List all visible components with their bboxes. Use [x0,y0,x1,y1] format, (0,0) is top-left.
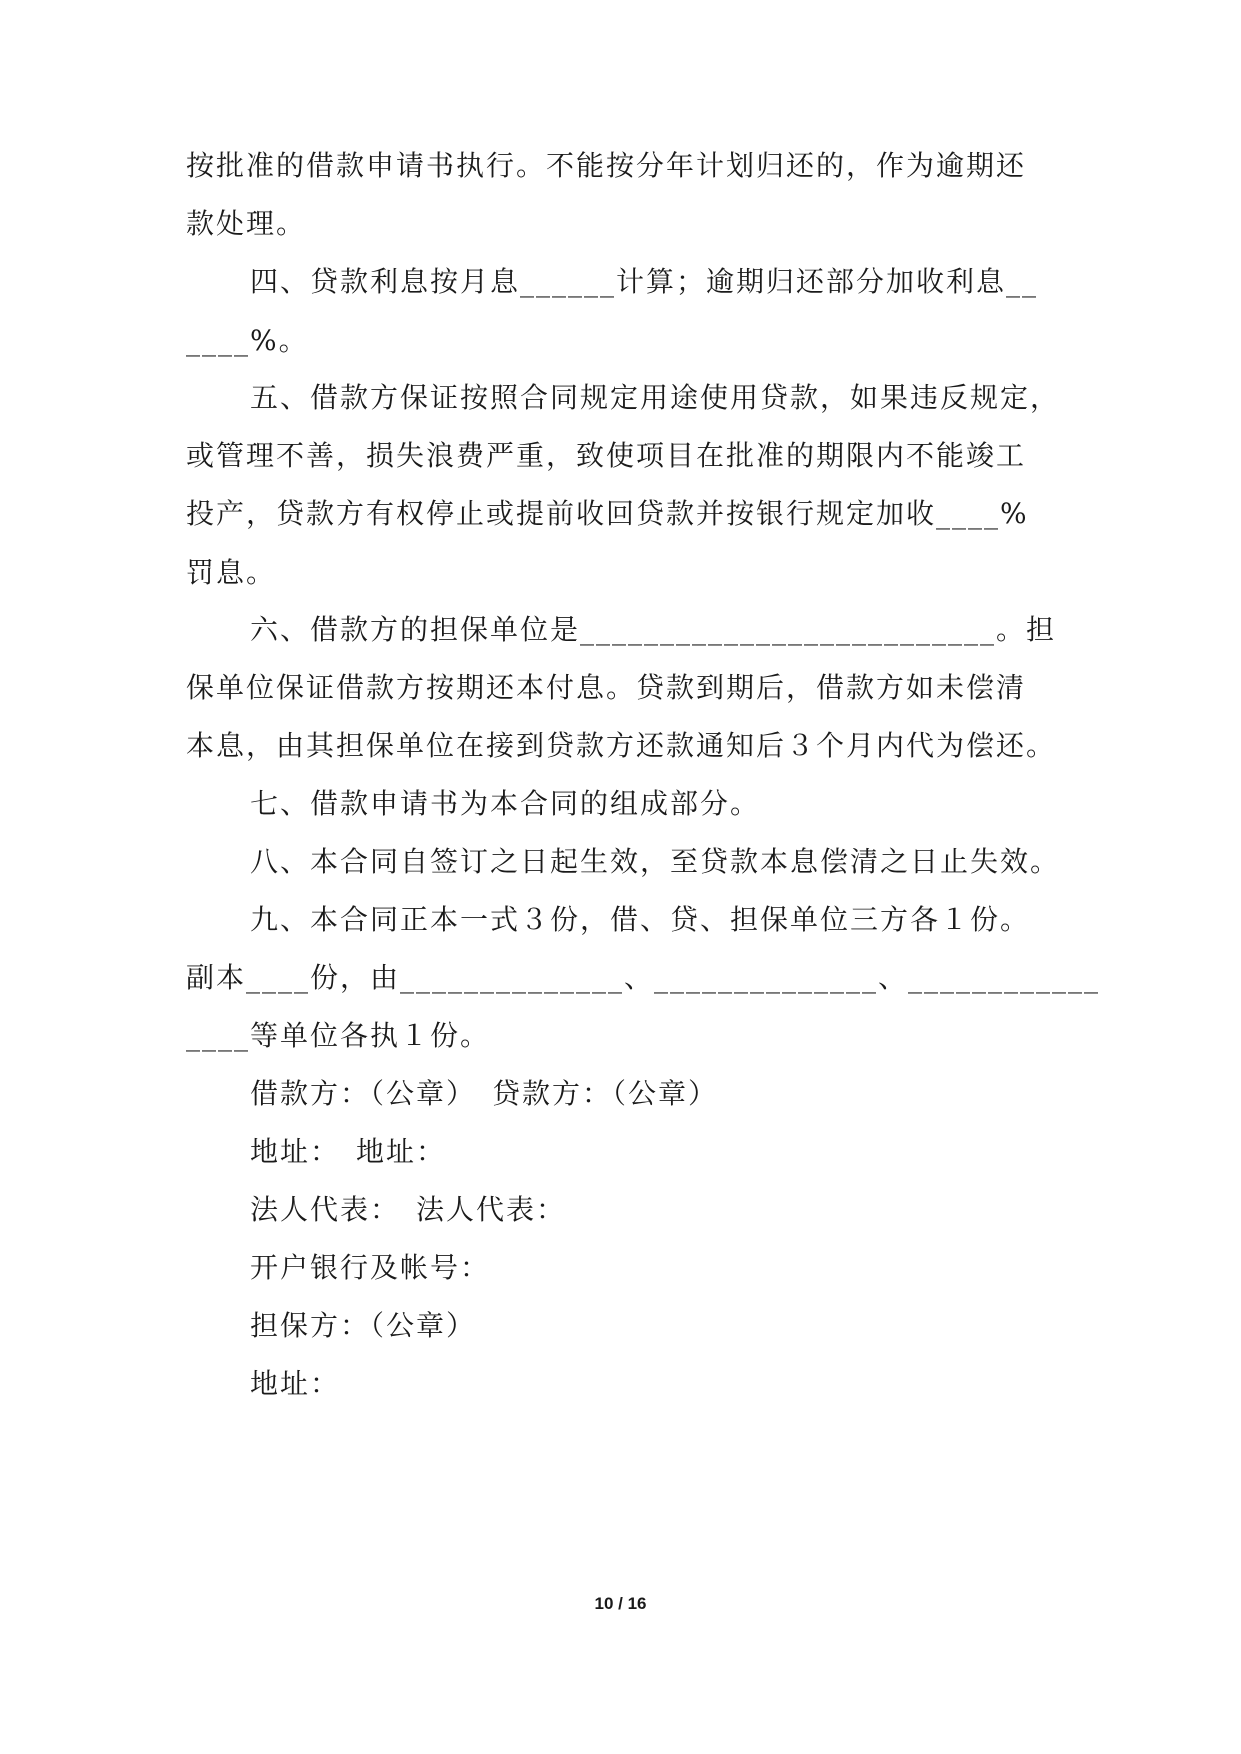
paragraph-line: 投产，贷款方有权停止或提前收回贷款并按银行规定加收____% [186,497,1029,530]
paragraph-line: 罚息。 [186,556,277,589]
signature-guarantor-address: 地址： [250,1367,341,1400]
signature-address: 地址： 地址： [250,1135,447,1168]
clause-8-line: 八、本合同自签订之日起生效，至贷款本息偿清之日止失效。 [250,845,1061,878]
paragraph-line: ____%。 [186,324,309,357]
paragraph-line: 或管理不善，损失浪费严重，致使项目在批准的期限内不能竣工 [186,439,1027,472]
paragraph-line: 本息，由其担保单位在接到贷款方还款通知后３个月内代为偿还。 [186,729,1057,762]
paragraph-line: 副本____份，由______________、______________、____________ [186,961,1101,994]
clause-9-line: 九、本合同正本一式３份，借、贷、担保单位三方各１份。 [250,903,1031,936]
paragraph-line: 保单位保证借款方按期还本付息。贷款到期后，借款方如未偿清 [186,671,1027,704]
paragraph-line: 款处理。 [186,207,307,240]
clause-7-line: 七、借款申请书为本合同的组成部分。 [250,787,761,820]
clause-5-line: 五、借款方保证按照合同规定用途使用贷款，如果违反规定， [250,381,1061,414]
page-number: 10 / 16 [594,1594,647,1613]
clause-4-line: 四、贷款利息按月息______计算；逾期归还部分加收利息__ [250,265,1039,298]
clause-6-line: 六、借款方的担保单位是__________________________。担 [250,613,1057,646]
signature-borrower-lender: 借款方：（公章） 贷款方：（公章） [250,1077,719,1110]
signature-bank-account: 开户银行及帐号： [250,1251,491,1284]
paragraph-line: ____等单位各执１份。 [186,1019,491,1052]
signature-legal-rep: 法人代表： 法人代表： [250,1193,567,1226]
paragraph-line: 按批准的借款申请书执行。不能按分年计划归还的，作为逾期还 [186,149,1027,182]
signature-guarantor: 担保方：（公章） [250,1309,477,1342]
